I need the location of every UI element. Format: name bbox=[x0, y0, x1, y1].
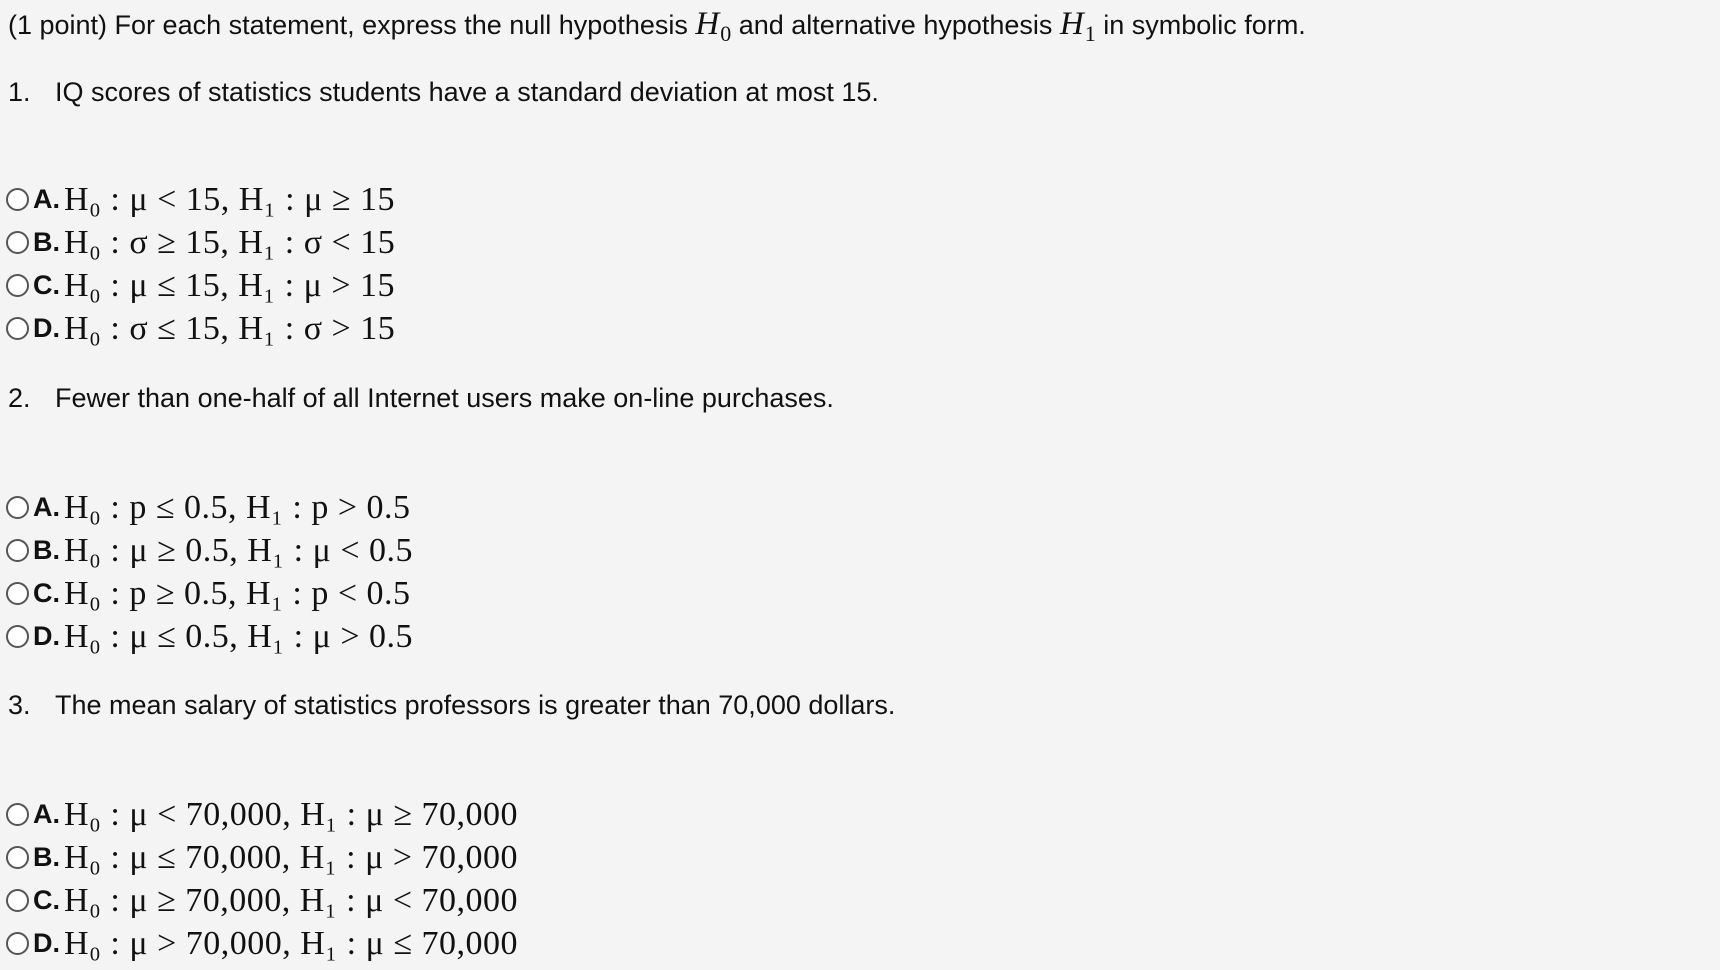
option-2d[interactable] bbox=[6, 615, 413, 658]
option-expression: H₀ : μ ≤ 15, H₁ : μ > 15 bbox=[64, 266, 395, 304]
option-3b[interactable] bbox=[6, 836, 518, 879]
question-1-options bbox=[6, 178, 395, 350]
question-number: 1. bbox=[8, 77, 31, 107]
radio-button[interactable] bbox=[6, 846, 29, 869]
option-1b[interactable] bbox=[6, 221, 395, 264]
problem-header bbox=[8, 4, 1306, 47]
option-3a[interactable] bbox=[6, 793, 518, 836]
option-1c[interactable] bbox=[6, 264, 395, 307]
option-3c[interactable] bbox=[6, 879, 518, 922]
radio-button[interactable] bbox=[6, 317, 29, 340]
option-letter: B. bbox=[33, 842, 60, 872]
option-1a[interactable] bbox=[6, 178, 395, 221]
radio-button[interactable] bbox=[6, 496, 29, 519]
option-letter: D. bbox=[33, 928, 60, 958]
question-number: 2. bbox=[8, 383, 31, 413]
option-letter: A. bbox=[33, 492, 60, 522]
h1-symbol: H bbox=[1059, 6, 1084, 42]
option-1d[interactable] bbox=[6, 307, 395, 350]
question-3 bbox=[8, 685, 895, 725]
question-text: The mean salary of statistics professors is greater than 70,000 dollars. bbox=[55, 690, 896, 720]
option-2c[interactable] bbox=[6, 572, 413, 615]
option-expression: H₀ : μ < 70,000, H₁ : μ ≥ 70,000 bbox=[64, 795, 518, 833]
radio-button[interactable] bbox=[6, 274, 29, 297]
option-expression: H₀ : μ > 70,000, H₁ : μ ≤ 70,000 bbox=[64, 924, 518, 962]
h1-subscript: 1 bbox=[1084, 21, 1096, 46]
question-text: IQ scores of statistics students have a standard deviation at most 15. bbox=[55, 77, 879, 107]
option-expression: H₀ : μ ≥ 70,000, H₁ : μ < 70,000 bbox=[64, 881, 518, 919]
option-expression: H₀ : μ ≤ 70,000, H₁ : μ > 70,000 bbox=[64, 838, 518, 876]
question-2-options bbox=[6, 486, 413, 658]
option-letter: D. bbox=[33, 621, 60, 651]
option-3d[interactable] bbox=[6, 922, 518, 965]
radio-button[interactable] bbox=[6, 539, 29, 562]
radio-button[interactable] bbox=[6, 625, 29, 648]
option-expression: H₀ : μ < 15, H₁ : μ ≥ 15 bbox=[64, 180, 395, 218]
option-letter: C. bbox=[33, 578, 60, 608]
option-letter: B. bbox=[33, 227, 60, 257]
question-number: 3. bbox=[8, 690, 31, 720]
radio-button[interactable] bbox=[6, 932, 29, 955]
option-letter: B. bbox=[33, 535, 60, 565]
option-expression: H₀ : σ ≥ 15, H₁ : σ < 15 bbox=[64, 223, 396, 261]
header-suffix: in symbolic form. bbox=[1095, 10, 1306, 40]
option-letter: A. bbox=[33, 799, 60, 829]
option-2a[interactable] bbox=[6, 486, 413, 529]
option-expression: H₀ : σ ≤ 15, H₁ : σ > 15 bbox=[64, 309, 396, 347]
question-text: Fewer than one-half of all Internet users make on-line purchases. bbox=[55, 383, 834, 413]
option-expression: H₀ : μ ≤ 0.5, H₁ : μ > 0.5 bbox=[64, 617, 413, 655]
option-letter: A. bbox=[33, 184, 60, 214]
h0-symbol: H bbox=[695, 6, 720, 42]
question-3-options bbox=[6, 793, 518, 965]
option-letter: D. bbox=[33, 313, 60, 343]
option-letter: C. bbox=[33, 270, 60, 300]
radio-button[interactable] bbox=[6, 803, 29, 826]
radio-button[interactable] bbox=[6, 188, 29, 211]
header-middle: and alternative hypothesis bbox=[731, 10, 1060, 40]
option-expression: H₀ : μ ≥ 0.5, H₁ : μ < 0.5 bbox=[64, 531, 413, 569]
radio-button[interactable] bbox=[6, 231, 29, 254]
h0-subscript: 0 bbox=[720, 21, 732, 46]
radio-button[interactable] bbox=[6, 582, 29, 605]
option-expression: H₀ : p ≥ 0.5, H₁ : p < 0.5 bbox=[64, 574, 411, 612]
option-2b[interactable] bbox=[6, 529, 413, 572]
question-2 bbox=[8, 378, 834, 418]
radio-button[interactable] bbox=[6, 889, 29, 912]
option-expression: H₀ : p ≤ 0.5, H₁ : p > 0.5 bbox=[64, 488, 411, 526]
header-prefix: (1 point) For each statement, express the null hypothesis bbox=[8, 10, 696, 40]
option-letter: C. bbox=[33, 885, 60, 915]
question-1 bbox=[8, 72, 879, 112]
